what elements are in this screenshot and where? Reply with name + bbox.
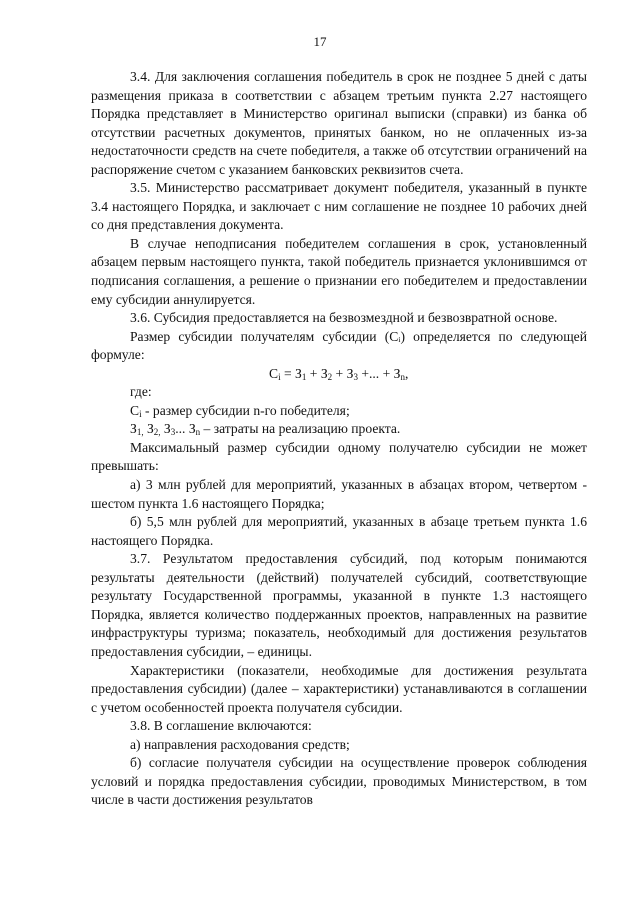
paragraph-3-4: 3.4. Для заключения соглашения победитель в срок не позднее 5 дней с даты размещения приказа в соответствии с абзацем третьим пункта 2.27 настоящего Порядка представляет в Министерство оригинал выписки (справки) из банка об отсутствии расчетных документов, принятых банком, но не оплаченных из-за недостаточности средств на счете победителя, а также об отсутствии ограничений на распоряжение счетом с указанием банковских реквизитов счета.: [91, 69, 587, 177]
def-z2-sub: 2,: [153, 427, 161, 438]
def-z2: З: [143, 421, 154, 437]
document-body: [91, 68, 587, 810]
def-zn-sub: n: [195, 427, 201, 438]
definition-ci: [91, 402, 587, 421]
paragraph-characteristics: Характеристики (показатели, необходимые для достижения результата предоставления субсидии) (далее – характеристики) устанавливаются в соглашении с учетом особенностей проекта получателя субсидии.: [91, 662, 587, 715]
formula-plus-1: + З: [306, 365, 328, 381]
formula-where: где:: [130, 384, 152, 400]
paragraph-max-size: Максимальный размер субсидии одному получателю субсидии не может превышать:: [91, 439, 587, 474]
paragraph-item-a: а) 3 млн рублей для мероприятий, указанных в абзацах втором, четвертом - шестом пункта 1.6 настоящего Порядка;: [91, 477, 587, 511]
formula-plus-3: +... + З: [357, 365, 401, 381]
formula-sub-n: n: [400, 371, 405, 382]
formula-sub-2: 2: [327, 371, 333, 382]
def-z3-sub: 3: [170, 427, 176, 438]
formula-sub-3: 3: [353, 371, 358, 382]
formula-plus-2: + З: [332, 365, 354, 381]
formula-ci-sub: i: [278, 371, 281, 382]
paragraph-item-b: б) 5,5 млн рублей для мероприятий, указанных в абзаце третьем пункта 1.6 настоящего Порядка.: [91, 514, 587, 548]
paragraph-subsidy-size: Размер субсидии получателям субсидии (Сᵢ) определяется по следующей формуле:: [91, 328, 587, 363]
def-ci-letter: С: [130, 402, 140, 418]
paragraph-non-signing: В случае неподписания победителем соглашения в срок, установленный абзацем первым настоящего пункта, такой победитель признается уклонившимся от подписания соглашения, а решение о признании его победителем и предоставлении ему субсидии аннулируется.: [91, 235, 587, 307]
paragraph-3-8-a: а) направления расходования средств;: [130, 736, 350, 752]
formula-sub-1: 1: [301, 371, 307, 382]
def-z3: З: [160, 421, 171, 437]
paragraph-3-7: 3.7. Результатом предоставления субсидий, под которым понимаются результаты деятельности (действий) получателей субсидий, соответствующие результату Государственной программы, указанной в пункте 1.3 настоящего Порядка, является количество поддержанных проектов, направленных на развитие инфраструктуры туризма; показатель, необходимый для достижения результатов предоставления субсидии, – единицы.: [91, 551, 587, 659]
formula-ci: С: [269, 365, 279, 381]
def-z1-sub: 1,: [136, 427, 144, 438]
def-ci-text: - размер субсидии n-го победителя;: [141, 402, 350, 418]
paragraph-3-8-b: б) согласие получателя субсидии на осуществление проверок соблюдения условий и порядка предоставления субсидии, проводимых Министерством, в том числе в части достижения результатов: [91, 755, 587, 808]
def-dots: ... З: [175, 421, 196, 437]
formula-eq: = З: [280, 365, 302, 381]
formula-end: ,: [404, 365, 409, 381]
paragraph-3-6: 3.6. Субсидия предоставляется на безвозмездной и безвозвратной основе.: [130, 310, 558, 326]
subsidy-formula: [91, 365, 587, 384]
paragraph-3-8: 3.8. В соглашение включаются:: [130, 718, 312, 734]
paragraph-3-5: 3.5. Министерство рассматривает документ победителя, указанный в пункте 3.4 настоящего Порядка, и заключает с ним соглашение не позднее 10 рабочих дней со дня представления документа.: [91, 180, 587, 233]
def-costs-text: – затраты на реализацию проекта.: [200, 421, 401, 437]
page-number: 17: [313, 34, 327, 49]
definition-costs: [91, 420, 587, 439]
def-z1: З: [130, 421, 137, 437]
def-ci-sub: i: [139, 408, 142, 419]
